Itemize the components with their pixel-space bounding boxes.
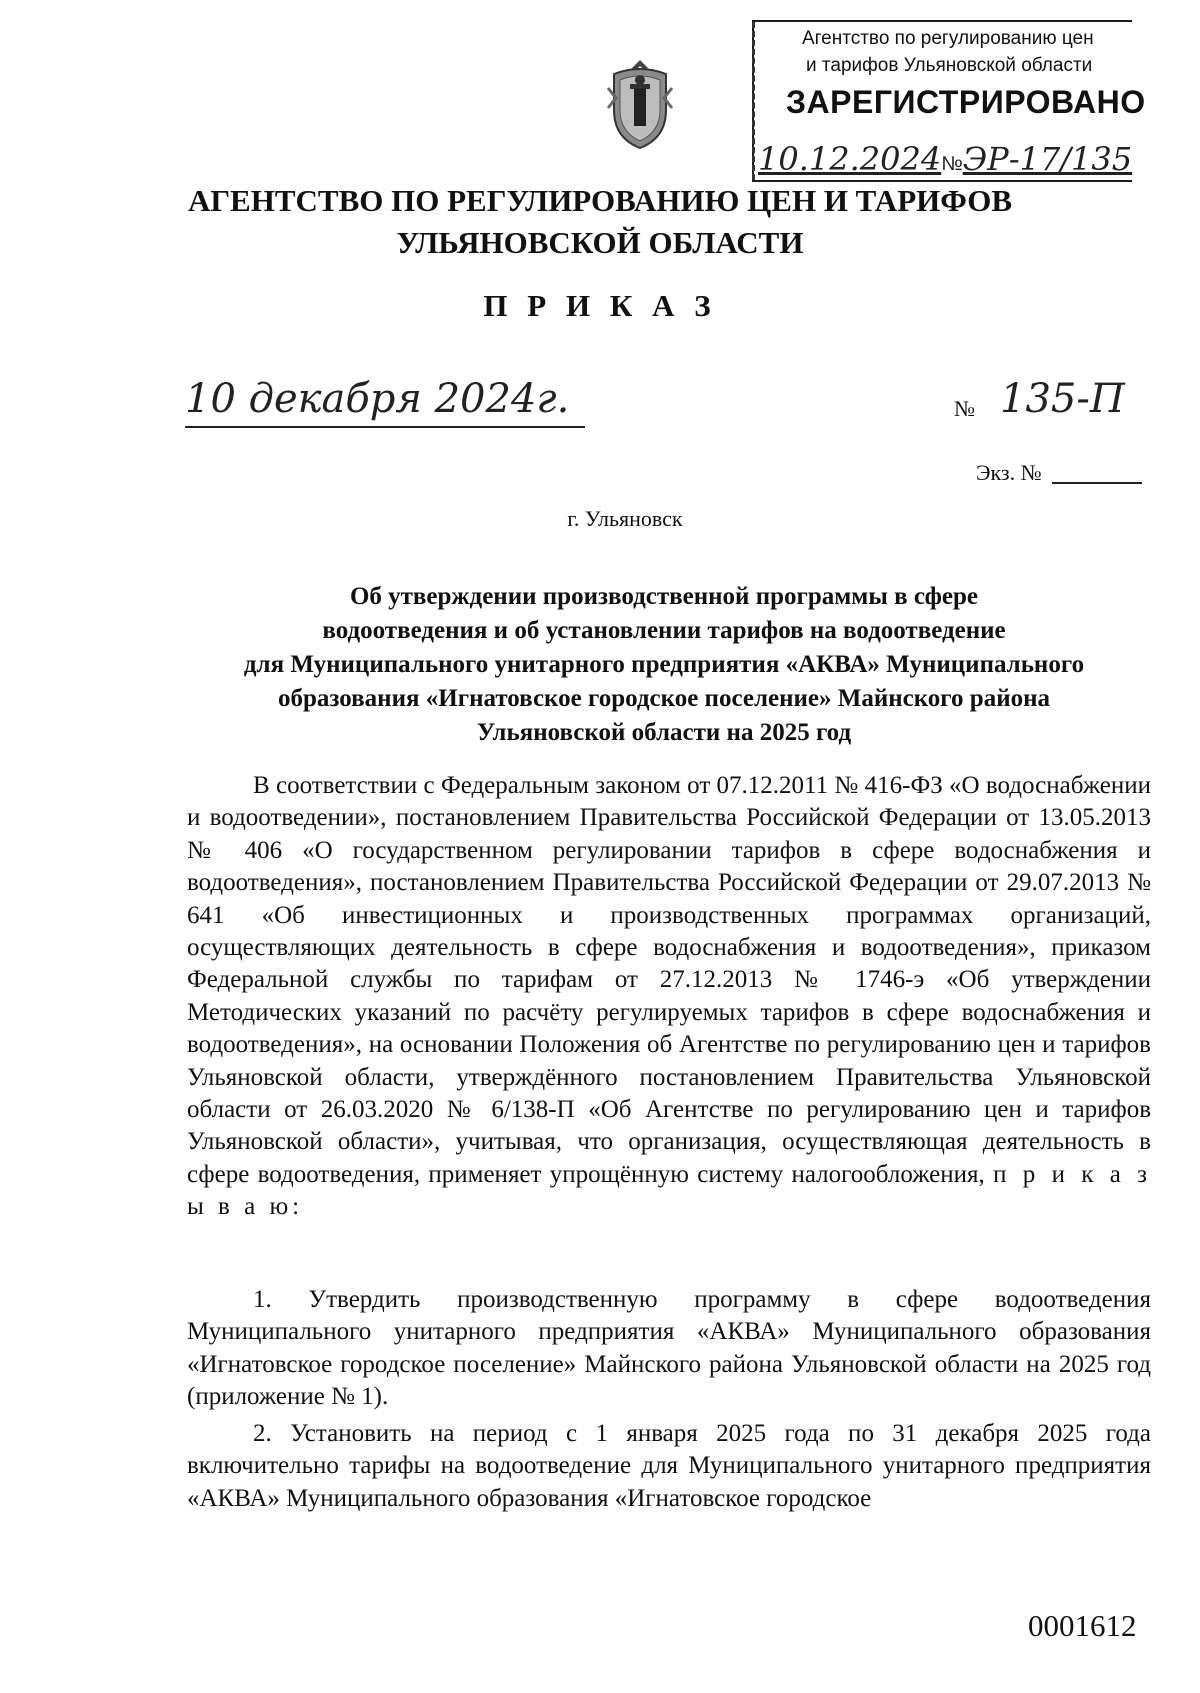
copy-number-blank <box>1052 482 1142 484</box>
stamp-reg-date: 10.12.2024 <box>758 140 942 178</box>
stamp-handwritten-entry <box>758 140 1132 178</box>
org-name-line2: УЛЬЯНОВСКОЙ ОБЛАСТИ <box>396 225 804 260</box>
item-1-paragraph <box>187 1284 1151 1414</box>
handwritten-date: 10 декабря 2024г. <box>185 376 570 422</box>
item-2-text: 2. Установить на период с 1 января 2025 года по 31 декабря 2025 года включительно тарифы на водоотведение для Муниципального унитарного предприятия «АКВА» Муниципального образования «Игнатовское городское <box>187 1420 1151 1512</box>
order-word: п р и к а з ы в а ю: <box>187 1160 1151 1221</box>
handwritten-order-number: 135-П <box>1000 376 1125 422</box>
preamble-paragraph <box>187 770 1151 1224</box>
date-underline <box>185 426 585 428</box>
preamble-text: В соответствии с Федеральным законом от 07.12.2011 № 416-ФЗ «О водоснабжении и водоотведении», постановлением Правительства Российской Федерации от 13.05.2013 № 406 «О государственном регулировании тарифов в сфере водоснабжения и водоотведения», постановлением Правительства Российской Федерации от 29.07.2013 № 641 «Об инвестиционных и производственных программах организаций, осуществляющих деятельность в сфере водоснабжения и водоотведения», приказом Федеральной службы по тарифам от 27.12.2013 № 1746-э «Об утверждении Методических указаний по расчёту регулируемых тарифов в сфере водоснабжения и водоотведения», на основании Положения об Агентстве по регулированию цен и тарифов Ульяновской области, утверждённого постановлением Правительства Ульяновской области от 26.03.2020 № 6/138-П «Об Агентстве по регулированию цен и тарифов Ульяновской области», учитывая, что организация, осуществляющая деятельность в сфере водоотведения, применяет упрощённую систему налогообложения, <box>187 772 1151 1188</box>
subject-line: Ульяновской области на 2025 год <box>476 719 852 746</box>
stamp-agency-line2: и тарифов Ульяновской области <box>806 55 1093 76</box>
order-number-label: № <box>954 396 975 421</box>
stamp-number-label: № <box>941 153 963 175</box>
copy-number-label: Экз. № <box>976 460 1042 485</box>
item-2-paragraph <box>187 1418 1151 1515</box>
document-type: П Р И К А З <box>483 288 717 323</box>
org-name-line1: АГЕНТСТВО ПО РЕГУЛИРОВАНИЮ ЦЕН И ТАРИФОВ <box>187 183 1013 218</box>
registration-stamp <box>752 20 1146 182</box>
order-subject <box>180 580 1148 750</box>
subject-line: водоотведения и об установлении тарифов на водоотведение <box>322 617 1006 644</box>
subject-line: Об утверждении производственной программы в сфере <box>349 583 979 610</box>
city: г. Ульяновск <box>567 506 683 531</box>
subject-line: для Муниципального унитарного предприятия «АКВА» Муниципального <box>243 651 1085 678</box>
coat-of-arms-icon <box>604 58 676 150</box>
stamp-agency-line1: Агентство по регулированию цен <box>802 28 1094 49</box>
item-1-text: 1. Утвердить производственную программу в сфере водоотведения Муниципального унитарного предприятия «АКВА» Муниципального образования «Игнатовское городское поселение» Майнского района Ульяновской области на 2025 год (приложение № 1). <box>187 1286 1151 1411</box>
stamp-registered: ЗАРЕГИСТРИРОВАНО <box>786 84 1146 120</box>
subject-line: образования «Игнатовское городское поселение» Майнского района <box>278 685 1050 712</box>
stamp-border <box>752 22 755 180</box>
stamp-reg-number: ЭР-17/135 <box>962 140 1133 178</box>
document-serial-number: 0001612 <box>1028 1608 1137 1643</box>
